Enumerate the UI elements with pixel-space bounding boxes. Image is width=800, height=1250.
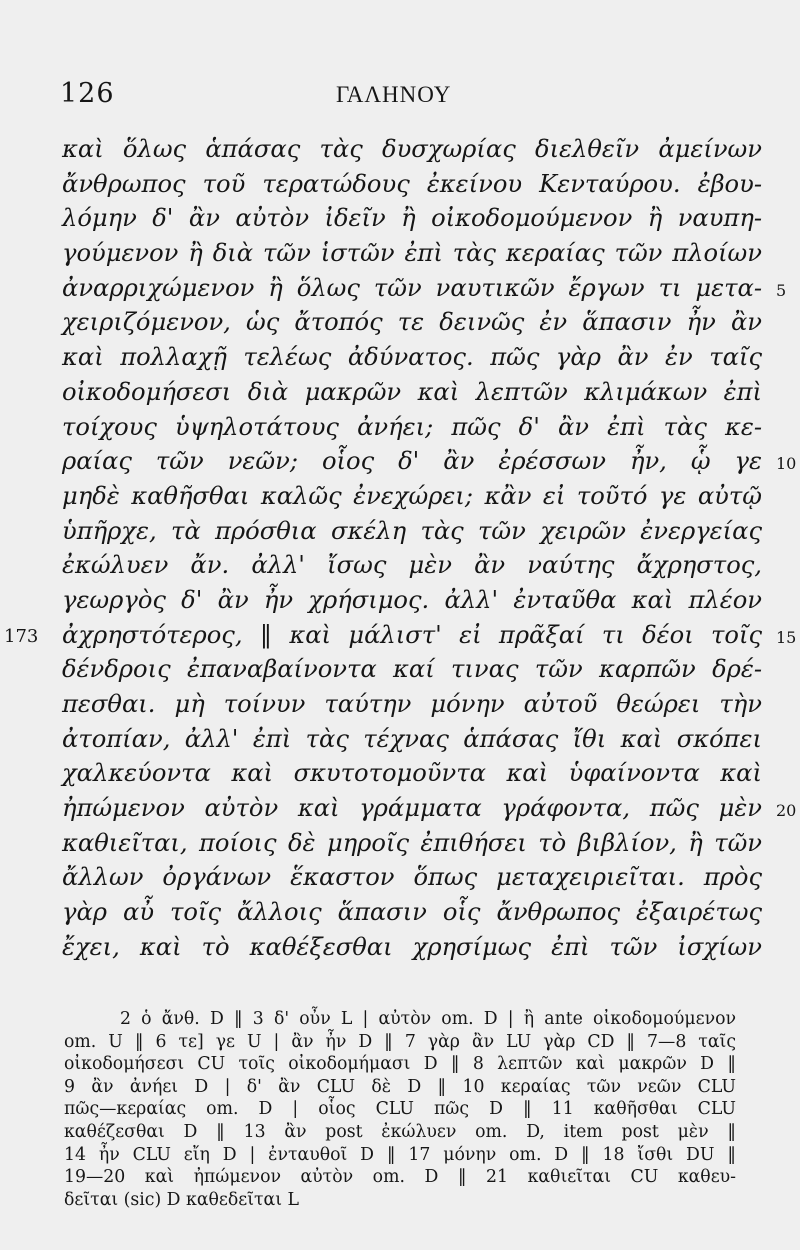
text-line [62,826,762,861]
text-line [62,271,787,306]
line-text: ἄλλων ὀργάνων ἕκαστον ὅπως μεταχειριεῖται. πρὸς [62,863,762,892]
text-line [62,375,762,410]
apparatus-line: οἰκοδομήσεσι CU τοῖς οἰκοδομήμασι D ‖ 8 λεπτῶν καὶ μακρῶν D ‖ [64,1054,736,1075]
line-text: τοίχους ὑψηλοτάτους ἀνήει; πῶς δ' ἂν ἐπὶ τὰς κε- [62,412,762,441]
text-line [62,236,762,271]
apparatus-line: om. U ‖ 6 τε] γε U | ἂν ἦν D ‖ 7 γὰρ ἂν LU γὰρ CD ‖ 7—8 ταῖς [64,1031,736,1052]
page-number: 126 [60,78,115,109]
line-text: ἐκώλυεν ἄν. ἀλλ' ἴσως μὲν ἂν ναύτης ἄχρηστος, [62,551,762,580]
text-line [62,479,762,514]
line-text: ἀχρηστότερος, ‖ καὶ μάλιστ' εἰ πρᾶξαί τι δέοι τοῖς [62,620,762,649]
text-line [62,305,762,340]
line-text: μηδὲ καθῆσθαι καλῶς ἐνεχώρει; κἂν εἰ τοῦτό γε αὐτῷ [62,481,762,510]
main-text [4,132,797,965]
text-line [62,930,762,965]
running-title: ΓΑΛΗΝΟΥ [336,82,452,107]
line-text: ὑπῆρχε, τὰ πρόσθια σκέλη τὰς τῶν χειρῶν ἐνεργείας [62,516,762,545]
line-text: δένδροις ἐπαναβαίνοντα καί τινας τῶν καρπῶν δρέ- [62,655,762,684]
apparatus-line: 19—20 καὶ ἠπώμενον αὐτὸν om. D ‖ 21 καθιεῖται CU καθευ- [64,1167,736,1188]
apparatus-line: καθέζεσθαι D ‖ 13 ἂν post ἐκώλυεν om. D, item post μὲν ‖ [64,1121,736,1142]
text-line [62,687,762,722]
apparatus-line: πῶς—κεραίας om. D | οἷος CLU πῶς D ‖ 11 καθῆσθαι CLU [64,1099,736,1120]
line-text: γὰρ αὖ τοῖς ἄλλοις ἅπασιν οἷς ἄνθρωπος ἐξαιρέτως [62,898,762,927]
line-text: ἀτοπίαν, ἀλλ' ἐπὶ τὰς τέχνας ἁπάσας ἴθι καὶ σκόπει [62,724,762,753]
line-text: οἰκοδομήσεσι διὰ μακρῶν καὶ λεπτῶν κλιμάκων ἐπὶ [62,377,762,406]
text-line [62,444,797,479]
line-text: ἄνθρωπος τοῦ τερατώδους ἐκείνου Κενταύρου. ἐβου- [62,169,762,198]
text-line [62,201,762,236]
text-line [62,583,762,618]
text-line [62,756,762,791]
line-text: πεσθαι. μὴ τοίνυν ταύτην μόνην αὐτοῦ θεώρει τὴν [62,690,762,718]
text-line [4,618,797,653]
line-number: 15 [776,627,797,647]
apparatus-line: 2 ὁ ἄνθ. D ‖ 3 δ' οὖν L | αὐτὸν om. D | ἢ ante οἰκοδομούμενον [120,1009,736,1029]
critical-apparatus [64,1008,736,1211]
apparatus-line: 14 ἦν CLU εἴη D | ἐνταυθοῖ D ‖ 17 μόνην om. D ‖ 18 ἴσθι DU ‖ [64,1144,736,1165]
line-number: 20 [776,801,797,821]
text-line [62,722,762,757]
line-text: λόμην δ' ἂν αὐτὸν ἰδεῖν ἢ οἰκοδομούμενον ἢ ναυπη- [62,204,762,233]
text-line [62,340,762,375]
line-text: γούμενον ἢ διὰ τῶν ἱστῶν ἐπὶ τὰς κεραίας τῶν πλοίων [62,239,762,268]
line-number: 5 [776,280,787,300]
apparatus-line: 9 ἂν ἀνήει D | δ' ἂν CLU δὲ D ‖ 10 κεραίας τῶν νεῶν CLU [64,1076,736,1097]
line-text: καθιεῖται, ποίοις δὲ μηροῖς ἐπιθήσει τὸ βιβλίον, ἢ τῶν [62,828,762,857]
line-text: καὶ ὅλως ἁπάσας τὰς δυσχωρίας διελθεῖν ἀμείνων [62,135,762,163]
line-number: 10 [776,454,797,474]
page-header [60,72,760,122]
line-text: γεωργὸς δ' ἂν ἦν χρήσιμος. ἀλλ' ἐνταῦθα καὶ πλέον [62,585,762,614]
line-text: χαλκεύοντα καὶ σκυτοτομοῦντα καὶ ὑφαίνοντα καὶ [62,759,762,788]
margin-page-reference: 173 [4,625,39,647]
text-line [62,548,762,583]
line-text: ἔχει, καὶ τὸ καθέξεσθαι χρησίμως ἐπὶ τῶν ἰσχίων [62,932,762,961]
text-line [62,791,797,826]
line-text: ἀναρριχώμενον ἢ ὅλως τῶν ναυτικῶν ἔργων τι μετα- [62,273,762,302]
text-line [62,514,762,549]
text-line [62,410,762,445]
line-text: καὶ πολλαχῇ τελέως ἀδύνατος. πῶς γὰρ ἂν ἐν ταῖς [62,343,762,372]
text-line [62,132,762,167]
text-line [62,895,762,930]
text-line [62,167,762,202]
line-text: ἠπώμενον αὐτὸν καὶ γράμματα γράφοντα, πῶς μὲν [62,794,762,823]
text-line [62,860,762,895]
line-text: ραίας τῶν νεῶν; οἷος δ' ἂν ἐρέσσων ἦν, ᾧ γε [62,447,762,476]
text-line [62,652,762,687]
apparatus-line: δεῖται (sic) D καθεδεῖται L [64,1189,299,1210]
line-text: χειριζόμενον, ὡς ἄτοπός τε δεινῶς ἐν ἅπασιν ἦν ἂν [62,308,762,337]
